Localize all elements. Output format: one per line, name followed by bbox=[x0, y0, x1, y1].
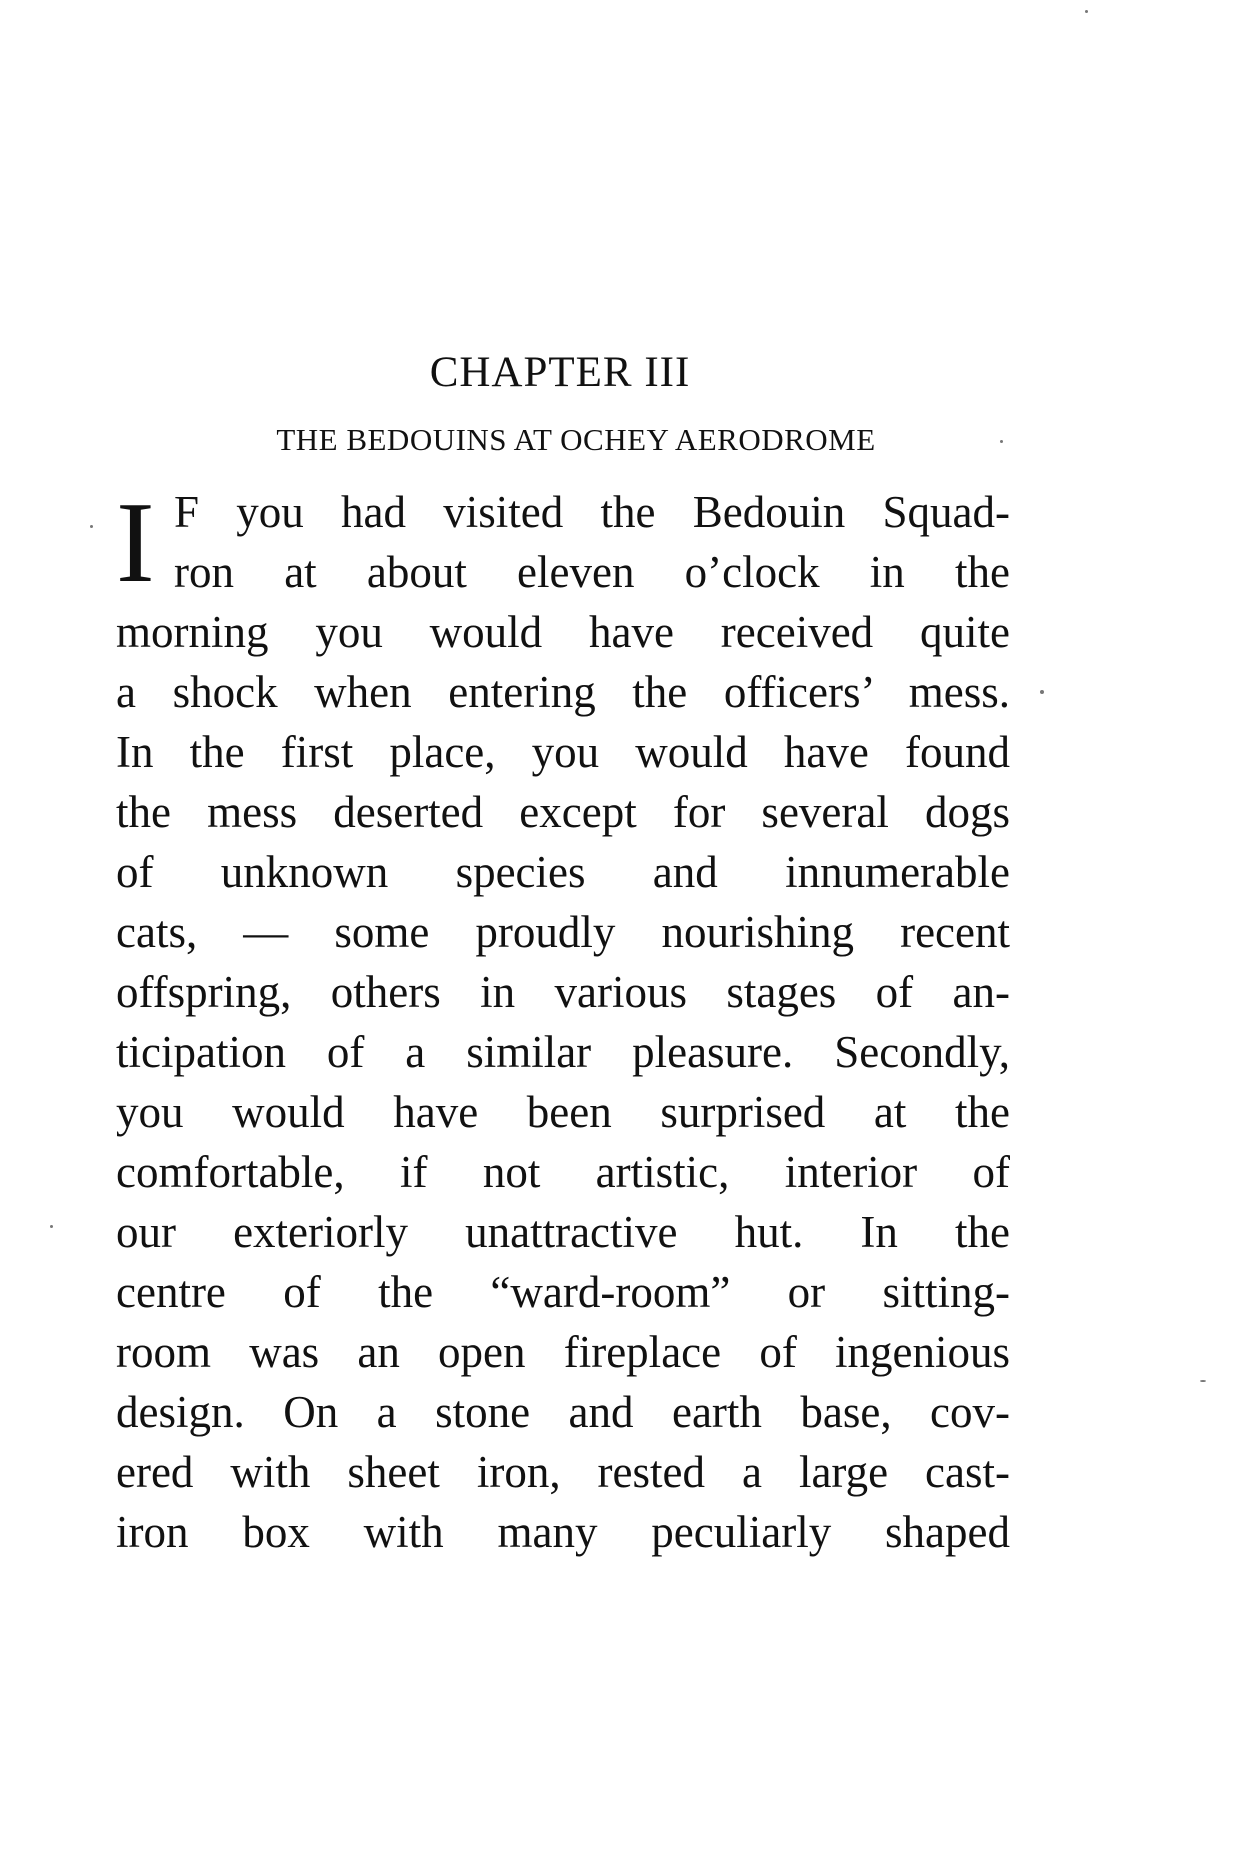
scan-speck bbox=[90, 525, 93, 528]
text-line: offspring, others in various stages of an- bbox=[116, 967, 1010, 1017]
text-line: iron box with many peculiarly shaped bbox=[116, 1507, 1010, 1557]
scan-speck bbox=[1085, 10, 1088, 13]
text-line: centre of the “ward-room” or sitting- bbox=[116, 1267, 1010, 1317]
text-line: of unknown species and innumerable bbox=[116, 847, 1010, 897]
chapter-number: CHAPTER III bbox=[429, 349, 691, 396]
text-line: cats, — some proudly nourishing recent bbox=[116, 907, 1010, 957]
text-line: design. On a stone and earth base, cov- bbox=[116, 1387, 1010, 1437]
text-line: the mess deserted except for several dogs bbox=[116, 787, 1010, 837]
text-line: morning you would have received quite bbox=[116, 607, 1010, 657]
scan-speck bbox=[1040, 690, 1044, 694]
text-line: room was an open fireplace of ingenious bbox=[116, 1327, 1010, 1377]
scan-speck bbox=[50, 1225, 53, 1228]
scan-speck bbox=[1000, 440, 1003, 443]
text-line: comfortable, if not artistic, interior of bbox=[116, 1147, 1010, 1197]
scan-speck bbox=[1200, 1380, 1206, 1382]
text-line: a shock when entering the officers’ mess. bbox=[116, 667, 1010, 717]
text-line: In the first place, you would have found bbox=[116, 727, 1010, 777]
chapter-title: THE BEDOUINS AT OCHEY AERODROME bbox=[276, 422, 876, 457]
text-line: ered with sheet iron, rested a large cast- bbox=[116, 1447, 1010, 1497]
body-text bbox=[116, 479, 1010, 1562]
text-line: ticipation of a similar pleasure. Secondly, bbox=[116, 1027, 1010, 1077]
drop-cap: I bbox=[116, 479, 155, 607]
text-line: ron at about eleven o’clock in the bbox=[174, 547, 1010, 597]
text-line: F you had visited the Bedouin Squad- bbox=[174, 487, 1010, 537]
text-line: our exteriorly unattractive hut. In the bbox=[116, 1207, 1010, 1257]
text-line: you would have been surprised at the bbox=[116, 1087, 1010, 1137]
